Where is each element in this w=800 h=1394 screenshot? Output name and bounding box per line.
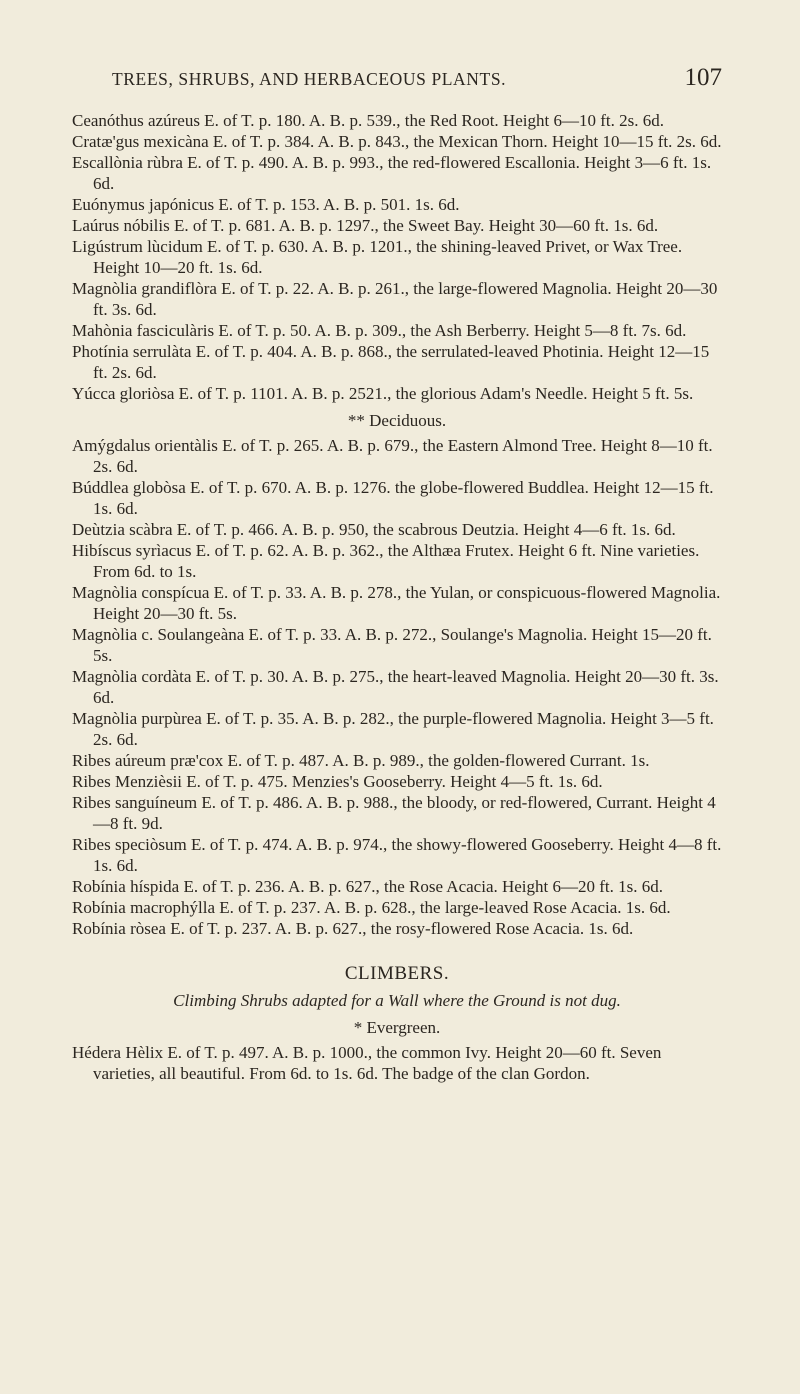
list-item: Ribes sanguíneum E. of T. p. 486. A. B. p. 988., the bloody, or red-flowered, Currant. Height 4—8 ft. 9d. [72, 793, 716, 833]
list-item: Hibíscus syrìacus E. of T. p. 62. A. B. p. 362., the Althæa Frutex. Height 6 ft. Nine varieties. From 6d. to 1s. [72, 541, 700, 581]
list-item: Ligústrum lùcidum E. of T. p. 630. A. B. p. 1201., the shining-leaved Privet, or Wax Tree. Height 10—20 ft. 1s. 6d. [72, 237, 683, 277]
list-item: Mahònia fasciculàris E. of T. p. 50. A. B. p. 309., the Ash Berberry. Height 5—8 ft. 7s. 6d. [72, 321, 687, 340]
page-number: 107 [684, 64, 722, 91]
list-item: Photínia serrulàta E. of T. p. 404. A. B. p. 868., the serrulated-leaved Photinia. Height 12—15 ft. 2s. 6d. [72, 342, 710, 382]
list-item: Ribes aúreum præ'cox E. of T. p. 487. A. B. p. 989., the golden-flowered Currant. 1s. [72, 751, 650, 770]
list-item: Cratæ'gus mexicàna E. of T. p. 384. A. B. p. 843., the Mexican Thorn. Height 10—15 ft. 2s. 6d. [72, 132, 722, 151]
list-item: Deùtzia scàbra E. of T. p. 466. A. B. p. 950, the scabrous Deutzia. Height 4—6 ft. 1s. 6d. [72, 520, 676, 539]
list-item: Escallònia rùbra E. of T. p. 490. A. B. p. 993., the red-flowered Escallonia. Height 3—6 ft. 1s. 6d. [72, 153, 712, 193]
list-item: Laúrus nóbilis E. of T. p. 681. A. B. p. 1297., the Sweet Bay. Height 30—60 ft. 1s. 6d. [72, 216, 659, 235]
page-body [72, 110, 722, 1084]
list-item: Hédera Hèlix E. of T. p. 497. A. B. p. 1000., the common Ivy. Height 20—60 ft. Seven varieties, all beautiful. From 6d. to 1s. 6d. The badge of the clan Gordon. [72, 1043, 662, 1083]
list-item: Robínia híspida E. of T. p. 236. A. B. p. 627., the Rose Acacia. Height 6—20 ft. 1s. 6d. [72, 877, 664, 896]
evergreen-heading: * Evergreen. [353, 1018, 441, 1037]
list-item: Euónymus japónicus E. of T. p. 153. A. B. p. 501. 1s. 6d. [72, 195, 460, 214]
list-item: Ceanóthus azúreus E. of T. p. 180. A. B. p. 539., the Red Root. Height 6—10 ft. 2s. 6d. [72, 111, 664, 130]
list-item: Magnòlia cordàta E. of T. p. 30. A. B. p. 275., the heart-leaved Magnolia. Height 20—30 ft. 3s. 6d. [72, 667, 719, 707]
list-item: Amýgdalus orientàlis E. of T. p. 265. A. B. p. 679., the Eastern Almond Tree. Height 8—10 ft. 2s. 6d. [72, 436, 713, 476]
deciduous-heading: ** Deciduous. [347, 411, 447, 430]
list-item: Búddlea globòsa E. of T. p. 670. A. B. p. 1276. the globe-flowered Buddlea. Height 12—15 ft. 1s. 6d. [72, 478, 714, 518]
list-item: Magnòlia c. Soulangeàna E. of T. p. 33. A. B. p. 272., Soulange's Magnolia. Height 15—20 ft. 5s. [72, 625, 712, 665]
list-item: Ribes speciòsum E. of T. p. 474. A. B. p. 974., the showy-flowered Gooseberry. Height 4—8 ft. 1s. 6d. [72, 835, 722, 875]
list-item: Yúcca gloriòsa E. of T. p. 1101. A. B. p. 2521., the glorious Adam's Needle. Height 5 ft. 5s. [72, 384, 694, 403]
list-item: Magnòlia conspícua E. of T. p. 33. A. B. p. 278., the Yulan, or conspicuous-flowered Magnolia. Height 20—30 ft. 5s. [72, 583, 721, 623]
climbers-heading: CLIMBERS. [344, 963, 450, 984]
running-head [112, 64, 722, 92]
list-item: Robínia ròsea E. of T. p. 237. A. B. p. 627., the rosy-flowered Rose Acacia. 1s. 6d. [72, 919, 634, 938]
deciduous-list [72, 435, 722, 939]
list-item: Magnòlia purpùrea E. of T. p. 35. A. B. p. 282., the purple-flowered Magnolia. Height 3—5 ft. 2s. 6d. [72, 709, 714, 749]
running-title: TREES, SHRUBS, AND HERBACEOUS PLANTS. [112, 69, 507, 89]
list-item: Robínia macrophýlla E. of T. p. 237. A. B. p. 628., the large-leaved Rose Acacia. 1s. 6d. [72, 898, 671, 917]
climbers-list [72, 1042, 722, 1084]
evergreen-list [72, 110, 722, 404]
list-item: Magnòlia grandiflòra E. of T. p. 22. A. B. p. 261., the large-flowered Magnolia. Height 20—30 ft. 3s. 6d. [72, 279, 718, 319]
list-item: Ribes Menzièsii E. of T. p. 475. Menzies's Gooseberry. Height 4—5 ft. 1s. 6d. [72, 772, 603, 791]
climbers-note: Climbing Shrubs adapted for a Wall where the Ground is not dug. [173, 991, 621, 1010]
